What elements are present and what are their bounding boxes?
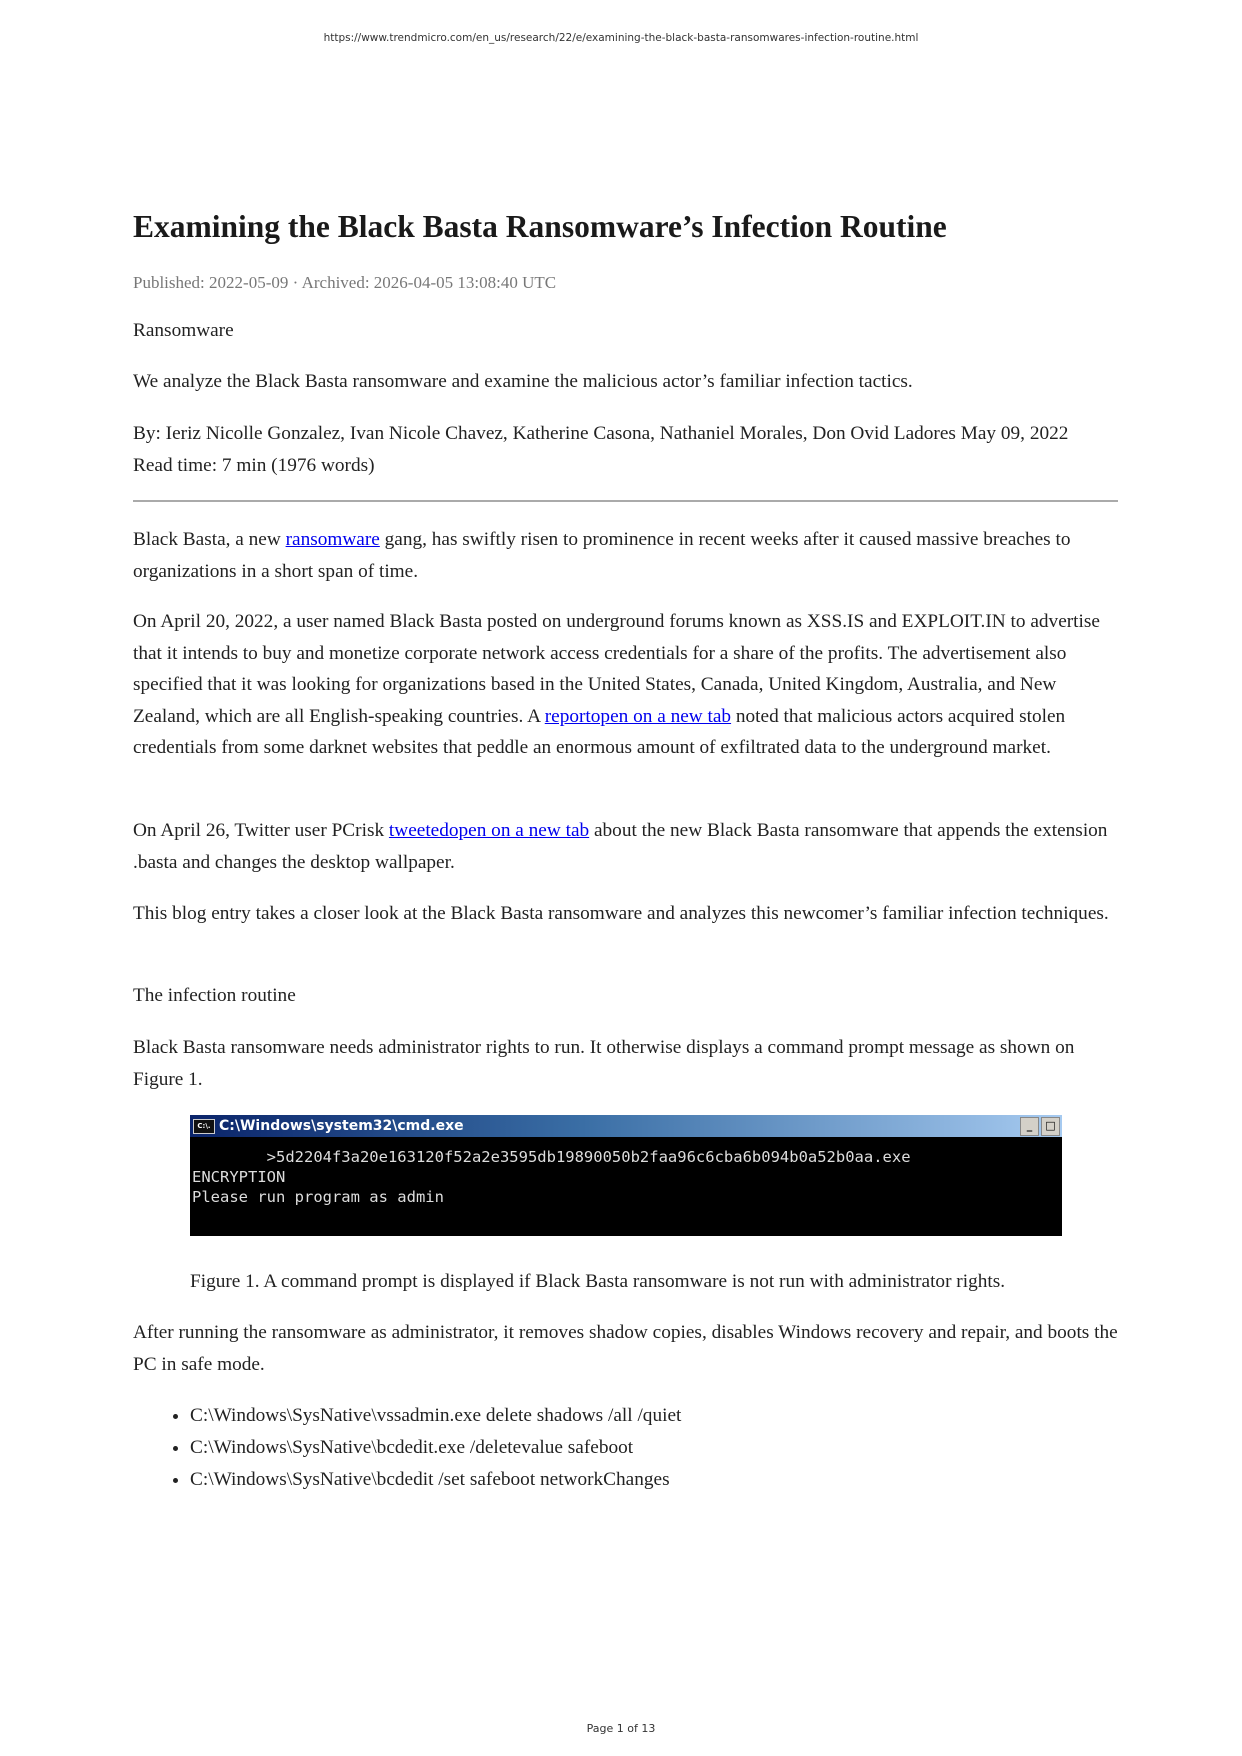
cmd-icon: C:\. xyxy=(193,1119,215,1134)
list-item: • C:\Windows\SysNative\bcdedit.exe /deletevalue safeboot xyxy=(190,1432,1180,1464)
paragraph xyxy=(133,606,1123,764)
text: noted that malicious actors acquired stolen credentials from some darknet websites that peddle an enormous amount of exfiltrated data to the underground market. xyxy=(133,705,1066,758)
publish-meta: Published: 2022-05-09 · Archived: 2026-04-05 13:08:40 UTC xyxy=(133,273,557,292)
page-number: Page 1 of 13 xyxy=(586,1722,656,1735)
list-item: • C:\Windows\SysNative\vssadmin.exe delete shadows /all /quiet xyxy=(190,1400,1180,1432)
paragraph: This blog entry takes a closer look at the Black Basta ransomware and analyzes this newcomer’s familiar infection techniques. xyxy=(133,903,1109,924)
figure-caption: Figure 1. A command prompt is displayed if Black Basta ransomware is not run with administrator rights. xyxy=(190,1271,1006,1292)
list-item: • C:\Windows\SysNative\bcdedit /set safeboot networkChanges xyxy=(190,1464,1180,1496)
byline xyxy=(133,418,1123,481)
category: Ransomware xyxy=(133,320,234,341)
read-time: Read time: 7 min (1976 words) xyxy=(133,454,375,476)
section-heading: The infection routine xyxy=(133,985,296,1006)
paragraph: After running the ransomware as administrator, it removes shadow copies, disables Windows recovery and repair, and boots the PC in safe mode. xyxy=(133,1322,1118,1375)
report-link[interactable]: reportopen on a new tab xyxy=(544,705,732,727)
command-list xyxy=(133,1400,1180,1496)
cmd-window-title: C:\Windows\system32\cmd.exe xyxy=(219,1118,464,1134)
paragraph xyxy=(133,815,1123,878)
summary: We analyze the Black Basta ransomware and examine the malicious actor’s familiar infection tactics. xyxy=(133,371,913,392)
ransomware-link[interactable]: ransomware xyxy=(285,529,380,550)
authors: By: Ieriz Nicolle Gonzalez, Ivan Nicole Chavez, Katherine Casona, Nathaniel Morales, Don Ovid Ladores May 09, 2022 xyxy=(133,423,1069,444)
minimize-icon: _ xyxy=(1020,1117,1039,1136)
cmd-titlebar xyxy=(190,1115,1062,1137)
text: On April 26, Twitter user PCrisk xyxy=(133,820,389,841)
article-title: Examining the Black Basta Ransomware’s Infection Routine xyxy=(133,209,947,244)
maximize-icon: □ xyxy=(1041,1117,1060,1136)
divider xyxy=(133,500,1118,502)
paragraph: Black Basta ransomware needs administrator rights to run. It otherwise displays a command prompt message as shown on Figure 1. xyxy=(133,1037,1075,1090)
text: about the new Black Basta ransomware that appends the extension .basta and changes the desktop wallpaper. xyxy=(133,820,1108,873)
tweet-link[interactable]: tweetedopen on a new tab xyxy=(388,820,590,841)
text: Black Basta, a new xyxy=(133,529,286,550)
text: gang, has swiftly risen to prominence in recent weeks after it caused massive breaches to organizations in a short span of time. xyxy=(133,529,1071,582)
text: On April 20, 2022, a user named Black Basta posted on underground forums known as XSS.IS and EXPLOIT.IN to advertise that it intends to buy and monetize corporate network access credentials for a share of the profits. The advertisement also specified that it was looking for organizations based in the United States, Canada, United Kingdom, Australia, and New Zealand, which are all English-speaking countries. A xyxy=(133,611,1100,727)
paragraph xyxy=(133,524,1123,587)
cmd-console-output: >5d2204f3a20e163120f52a2e3595db19890050b2faa96c6cba6b094b0a52b0aa.exe ENCRYPTION Please run program as admin xyxy=(192,1148,911,1206)
figure-cmd-screenshot xyxy=(190,1115,1062,1236)
page-url: https://www.trendmicro.com/en_us/research/22/e/examining-the-black-basta-ransomwares-infection-routine.html xyxy=(323,32,919,44)
